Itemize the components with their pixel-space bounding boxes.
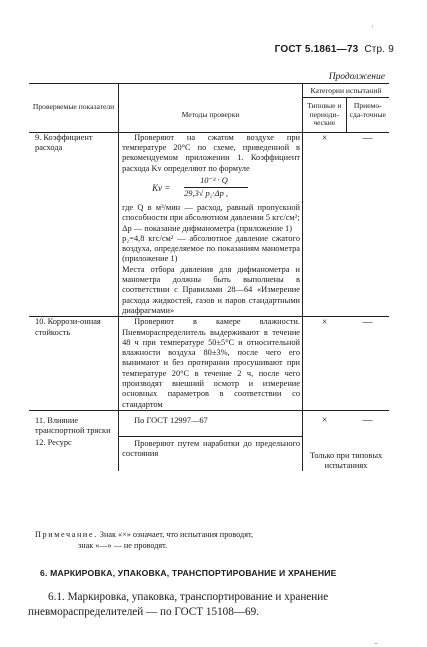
method-text: Проверяют путем наработки до предельного состояния: [122, 439, 301, 459]
gost-number: ГОСТ 5.1861—73: [274, 44, 359, 55]
section-paragraph: 6.1. Маркировка, упаковка, транспортирование и хранение пневмораспределителей — по ГОСТ 15108—69.: [28, 591, 329, 618]
header-typical: Типовые и периоди-ческие: [303, 98, 347, 133]
row-name: 10. Коррози-онная стойкость: [35, 317, 101, 337]
header-categories: Категории испытаний: [303, 84, 389, 98]
method-text: Места отбора давления для дифманометра и манометра должны быть выполнены в соответствии с Правилами 28—64 «Измерение расхода жидкостей, газов и паров стандартными диафрагмами»: [122, 264, 301, 315]
method-text: Проверяют в камере влажности. Пневмораспределитель выдерживают в течение 48 ч при температуре 50±5°С и относительной влажности воздуха 80±3%, после чего его вынимают и без протирания просушивают при температуре 20°С в течение 2 ч, после чего производят внешний осмотр и измерение основных параметров в соответствии со стандартом: [122, 317, 301, 409]
note-line-2: знак «—» — не проводят.: [78, 541, 168, 550]
margin-mark: ': [372, 24, 374, 33]
header-acceptance: Приемо-сда-точные: [346, 98, 389, 133]
formula-denominator: 29,3√ p₂·Δp ,: [184, 188, 228, 198]
note-label: Примечание.: [35, 530, 98, 539]
only-typical-note: Только при типовых испытаниях: [309, 450, 383, 470]
continuation-label: Продолжение: [328, 72, 385, 82]
table-row: [29, 317, 389, 411]
header-indicators: Проверяемые показатели: [29, 84, 119, 133]
note-line-1: Знак «×» означает, что испытания проводят,: [99, 530, 253, 539]
flow-coefficient-formula: [122, 176, 300, 202]
row-name: 11. Влияние транспортной тряски: [35, 415, 111, 436]
method-text: где Q в м³/мин — расход, равный пропускной способности при абсолютном давлении 5 кгс/см²;: [122, 202, 301, 223]
typical-mark: ×: [321, 132, 328, 144]
method-text: Δp — показание дифманометра (приложение 1): [122, 223, 293, 233]
page-number: Стр. 9: [364, 44, 394, 55]
header-methods: Методы проверки: [119, 84, 303, 133]
typical-mark: ×: [303, 317, 347, 411]
section-heading: 6. МАРКИРОВКА, УПАКОВКА, ТРАНСПОРТИРОВАНИЕ И ХРАНЕНИЕ: [40, 568, 337, 578]
method-text: p₂=4,8 кгс/см² — абсолютное давление сжатого воздуха, определяемое по показаниям манометра (приложение 1): [122, 233, 301, 264]
table-row: [29, 410, 389, 436]
typical-mark: ×: [303, 410, 347, 436]
method-text: Проверяют на сжатом воздухе при температуре 20°С по схеме, приведенной в рекомендуемом приложении 1. Коэффициент расхода Kv определяют по формуле: [122, 132, 301, 173]
page-dot: .: [375, 637, 377, 646]
formula-lhs: Kv =: [152, 182, 171, 193]
page-header: [275, 44, 394, 55]
acceptance-mark: —: [362, 132, 373, 144]
method-text: По ГОСТ 12997—67: [134, 415, 208, 425]
acceptance-mark: —: [346, 317, 389, 411]
fraction-bar: [184, 187, 248, 188]
formula-numerator: 10⁻³ · Q: [200, 175, 228, 185]
row-name: 9. Коэффициент расхода: [35, 132, 93, 153]
table-row: [29, 132, 389, 316]
test-methods-table: [29, 83, 389, 471]
row-name: 12. Ресурс: [35, 437, 72, 447]
table-row: [29, 437, 389, 471]
table-note: [35, 530, 253, 541]
acceptance-mark: —: [346, 410, 389, 436]
